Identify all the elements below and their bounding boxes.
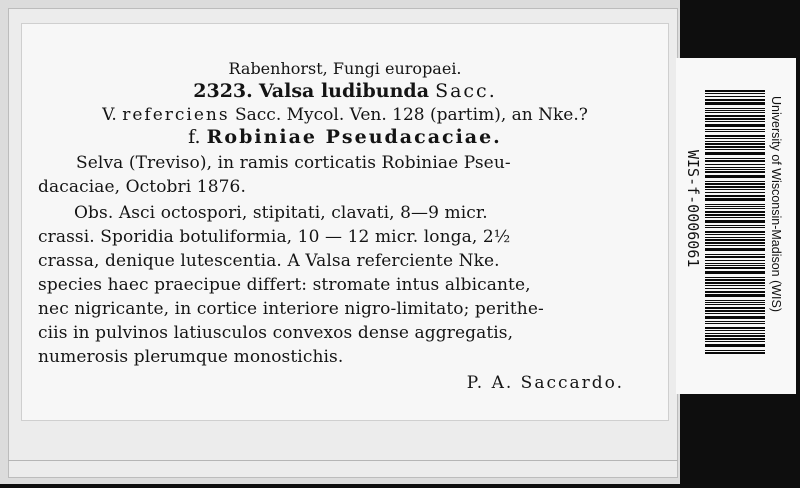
barcode-bar [705,265,765,266]
barcode-bar [705,227,765,228]
barcode-bar [705,208,765,209]
barcode-bar [705,169,765,170]
barcode-bar [705,282,765,284]
barcode-bar [705,146,765,148]
barcode-bar [705,149,765,150]
barcode-bar [705,214,765,216]
barcode-bar [705,131,765,132]
barcode-bar [705,183,765,185]
barcode-bar [705,237,765,238]
barcode-bar [705,121,765,122]
barcode-bar [705,316,765,319]
barcode-bar [705,271,765,274]
label-text-line: Selva (Treviso), in ramis corticatis Robiniae Pseu- [76,153,511,173]
barcode-bar [705,304,765,305]
barcode-bar [705,313,765,314]
barcode-bar [705,108,765,109]
forma-name: Robiniae Pseudacaciae. [206,126,502,148]
barcode-bar [705,285,765,286]
barcode-bar [705,124,765,127]
barcode-bar [705,96,765,97]
synonym-epithet: referciens [122,105,230,125]
barcode-bar [705,260,765,261]
barcode-bar [705,90,765,92]
barcode-bar [705,158,765,159]
barcode-bar [705,245,765,246]
barcode-bar [705,321,765,322]
barcode-bar [705,204,765,205]
barcode-bar [705,198,765,201]
barcode-bar [705,129,765,130]
barcode-bar [705,307,765,309]
label-text-line: species haec praecipue differt: stromate intus albicante, [38,275,531,295]
barcode-bar [705,323,765,324]
barcode-bar [705,171,765,173]
accession-number: WIS-f-0006061 [684,150,702,268]
specimen-label [22,24,668,420]
barcode-bar [705,248,765,251]
barcode-bar [705,352,765,354]
collector-name: P. A. Saccardo. [466,373,624,393]
barcode-bar [705,294,765,297]
barcode-bar [705,234,765,235]
barcode-bar [705,327,765,329]
barcode-bar [705,279,765,281]
barcode-bar [705,152,765,155]
barcode-bar [705,175,765,178]
barcode-bar [705,330,765,331]
barcode-bar [705,195,765,197]
institution-label-vertical [766,96,788,352]
barcode-bar [705,341,765,342]
barcode-bar [705,186,765,188]
label-text-line: numerosis plerumque monostichis. [38,347,344,367]
barcode-bar [705,206,765,207]
barcode-bar [705,99,765,101]
barcode-bar [705,138,765,139]
label-text-line: nec nigricante, in cortice interiore nigro-limitato; perithe- [38,299,544,319]
barcode-bar [705,164,765,165]
barcode-bar [705,288,765,289]
barcode-bar [705,242,765,244]
barcode-bar [705,189,765,190]
label-text-line: ciis in pulvinos latiusculos convexos dense aggregatis, [38,323,514,343]
label-text-line: crassa, denique lutescentia. A Valsa referciente Nke. [38,251,500,271]
species-author: Sacc. [435,80,497,102]
barcode-bar [705,291,765,293]
barcode-bar [705,220,765,223]
barcode-bar [705,310,765,312]
barcode-bar [705,302,765,303]
barcode-bar [705,102,765,105]
barcode-bar [705,118,765,120]
barcode-bar [705,167,765,168]
label-text-line: Obs. Asci octospori, stipitati, clavati, 8—9 micr. [74,203,488,223]
barcode-bar [705,110,765,111]
synonym-citation: Sacc. Mycol. Ven. 128 (partim), an Nke.? [235,105,588,125]
exsiccata-number: 2323. [193,80,253,102]
forma-prefix: f. [188,126,201,148]
barcode-bar [705,143,765,145]
label-text-line: dacaciae, Octobri 1876. [38,177,246,197]
synonym-prefix: V. [102,105,117,125]
barcode-bar [705,141,765,142]
label-synonym-line [22,104,668,126]
barcode-bar [705,335,765,337]
institution-name: University of Wisconsin-Madison (WIS) [769,96,783,313]
barcode-bar [705,267,765,269]
species-name: Valsa ludibunda [258,80,430,102]
barcode-bar [705,112,765,113]
barcode-bar [705,300,765,301]
barcode-bar [705,225,765,226]
barcode-bar [705,256,765,258]
label-forma-line [22,126,668,148]
barcode-bar [705,115,765,117]
accession-number-vertical [682,150,704,310]
barcode-bar [705,350,765,351]
barcode-bar [705,211,765,213]
barcode-bar [705,93,765,94]
label-text-line: crassi. Sporidia botuliformia, 10 — 12 micr. longa, 2½ [38,227,511,247]
barcode-bar [705,239,765,241]
barcode-bar [705,160,765,162]
barcode [705,90,765,356]
barcode-bar [705,254,765,255]
barcode-bar [705,135,765,137]
barcode-bar [705,231,765,233]
barcode-bar [705,333,765,334]
barcode-bar [705,277,765,278]
label-header: Rabenhorst, Fungi europaei. [228,59,462,78]
label-species-line [22,80,668,102]
envelope-fold [8,460,678,461]
barcode-bar [705,338,765,340]
barcode-bar [705,344,765,347]
barcode-bar [705,263,765,264]
barcode-bar [705,217,765,218]
barcode-bar [705,192,765,193]
barcode-bar [705,181,765,182]
